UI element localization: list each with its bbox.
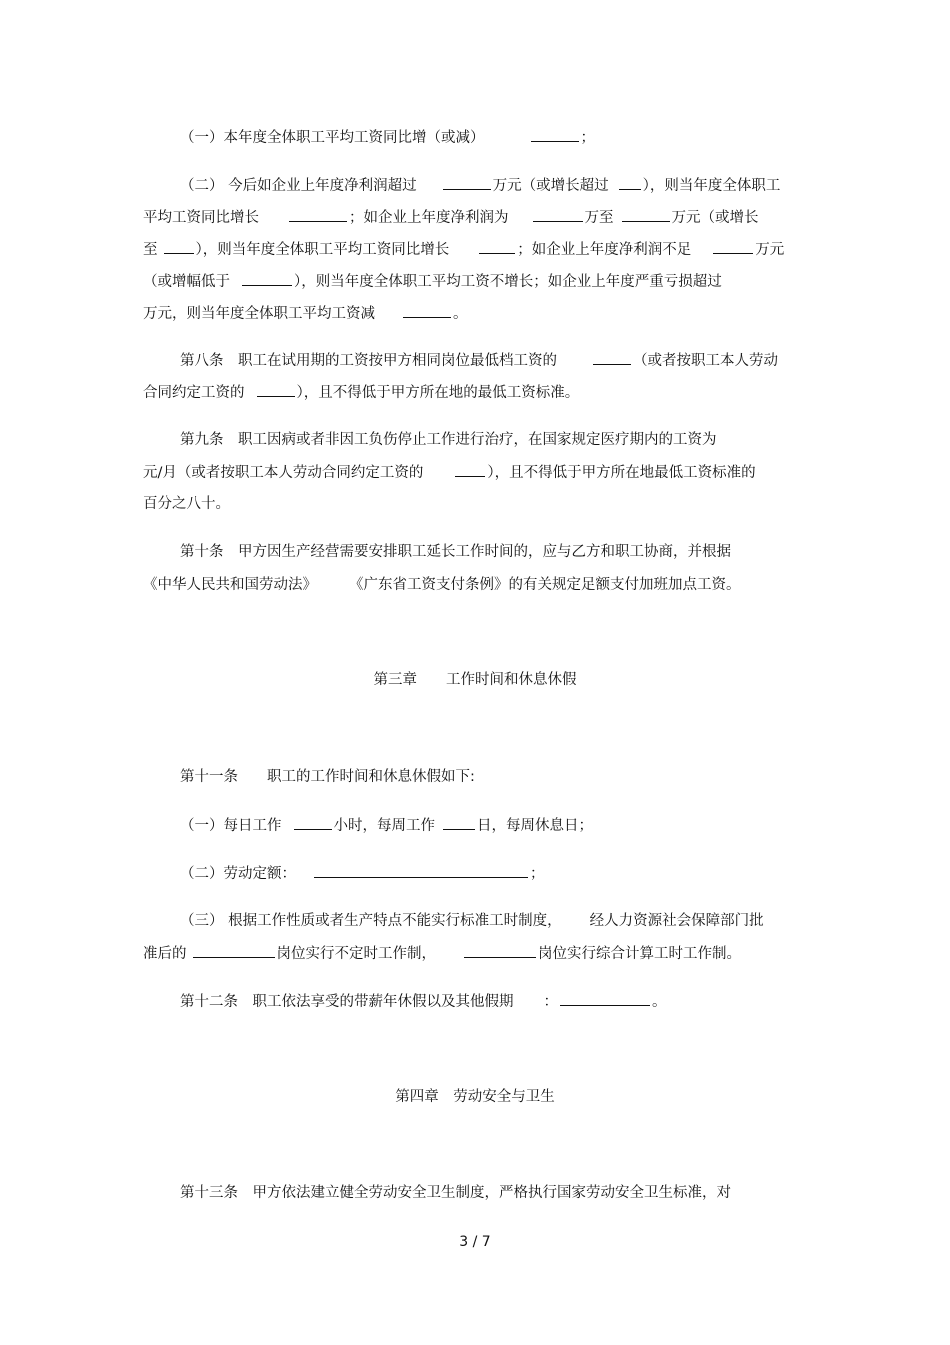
- wage-clause-2-line-1: （二） 今后如企业上年度净利润超过 万元（或增长超过 ），则当年度全体职工: [180, 175, 780, 196]
- article-11-item-1: （一）每日工作 小时，每周工作 日，每周休息日；: [180, 815, 593, 836]
- blank-field[interactable]: [531, 127, 579, 142]
- blank-field[interactable]: [533, 207, 583, 222]
- wage-clause-1-text: （一）本年度全体职工平均工资同比增（或减）: [180, 130, 485, 146]
- wage-clause-2-line-4: （或增幅低于 ），则当年度全体职工平均工资不增长；如企业上年度严重亏损超过: [143, 271, 722, 292]
- article-8-line-2: 合同约定工资的 ），且不得低于甲方所在地的最低工资标准。: [143, 382, 579, 403]
- blank-field[interactable]: [242, 271, 292, 286]
- article-11-item-3-line-1: （三） 根据工作性质或者生产特点不能实行标准工时制度， 经人力资源社会保障部门批: [180, 913, 764, 929]
- wage-clause-2-line-3: 至 ），则当年度全体职工平均工资同比增长 ；如企业上年度净利润不足 万元: [143, 239, 784, 260]
- blank-field[interactable]: [622, 207, 670, 222]
- article-11-item-3-line-2: 准后的 岗位实行不定时工作制， 岗位实行综合计算工时工作制。: [143, 943, 741, 964]
- article-9-line-3: 百分之八十。: [143, 496, 230, 512]
- article-9-line-1: 第九条 职工因病或者非因工负伤停止工作进行治疗，在国家规定医疗期内的工资为: [180, 432, 717, 448]
- blank-field[interactable]: [455, 462, 485, 477]
- blank-field[interactable]: [164, 239, 194, 254]
- article-8-line-1: 第八条 职工在试用期的工资按甲方相同岗位最低档工资的 （或者按职工本人劳动: [180, 350, 778, 371]
- blank-field[interactable]: [464, 943, 536, 958]
- article-12-line-1: 第十二条 职工依法享受的带薪年休假以及其他假期 ： 。: [180, 991, 667, 1012]
- blank-field[interactable]: [443, 175, 491, 190]
- blank-field[interactable]: [619, 175, 641, 190]
- blank-field[interactable]: [403, 303, 451, 318]
- blank-field[interactable]: [193, 943, 275, 958]
- article-13-line-1: 第十三条 甲方依法建立健全劳动安全卫生制度，严格执行国家劳动安全卫生标准，对: [180, 1185, 731, 1201]
- page-number: 3 / 7: [459, 1234, 491, 1250]
- blank-field[interactable]: [713, 239, 753, 254]
- blank-field[interactable]: [479, 239, 515, 254]
- wage-clause-2-line-5: 万元，则当年度全体职工平均工资减 。: [143, 303, 468, 324]
- article-10-line-1: 第十条 甲方因生产经营需要安排职工延长工作时间的，应与乙方和职工协商，并根据: [180, 544, 731, 560]
- blank-field[interactable]: [289, 207, 347, 222]
- article-9-line-2: 元/月（或者按职工本人劳动合同约定工资的 ），且不得低于甲方所在地最低工资标准的: [143, 462, 756, 483]
- blank-field[interactable]: [443, 815, 475, 830]
- article-11-item-2: （二）劳动定额： ；: [180, 863, 545, 884]
- blank-field[interactable]: [560, 991, 650, 1006]
- article-10-line-2: 《中华人民共和国劳动法》 《广东省工资支付条例》的有关规定足额支付加班加点工资。: [143, 577, 741, 593]
- blank-field[interactable]: [294, 815, 332, 830]
- chapter-3-heading: 第三章 工作时间和休息休假: [373, 672, 577, 688]
- blank-field[interactable]: [314, 863, 528, 878]
- article-11-title: 第十一条 职工的工作时间和休息休假如下:: [180, 769, 475, 785]
- chapter-4-heading: 第四章 劳动安全与卫生: [395, 1089, 555, 1105]
- blank-field[interactable]: [257, 382, 295, 397]
- wage-clause-1: （一）本年度全体职工平均工资同比增（或减） ；: [180, 127, 595, 148]
- wage-clause-2-line-2: 平均工资同比增长 ；如企业上年度净利润为 万至 万元（或增长: [143, 207, 759, 228]
- blank-field[interactable]: [593, 350, 631, 365]
